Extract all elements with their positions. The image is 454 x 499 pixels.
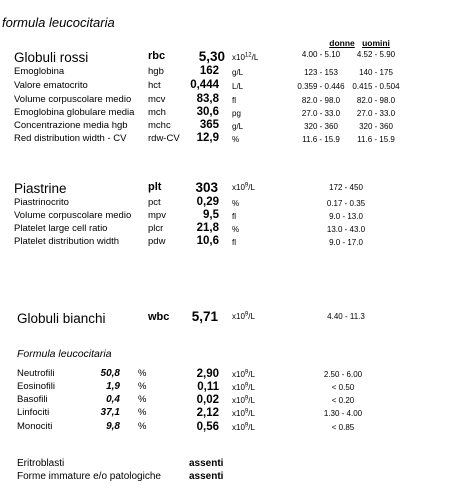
rbc-row-unit: fl — [232, 96, 236, 105]
plt-row-abbr: pct — [148, 197, 161, 208]
rbc-row-ref-women: 0.359 - 0.446 — [297, 82, 345, 91]
rbc-row-ref-men: 11.6 - 15.9 — [357, 135, 395, 144]
plt-row-ref: 13.0 - 43.0 — [326, 225, 366, 234]
rbc-row-label: Emoglobina — [14, 66, 65, 77]
plt-row-ref: 9.0 - 13.0 — [329, 212, 363, 221]
rbc-row-ref-women: 11.6 - 15.9 — [302, 135, 340, 144]
rbc-row-label: Valore ematocrito — [14, 80, 88, 91]
formula-row-ref: < 0.50 — [331, 383, 355, 392]
rbc-row-unit: g/L — [232, 68, 244, 77]
formula-row-percent: 50,8 — [100, 368, 120, 379]
plt-row-abbr: pdw — [148, 236, 166, 247]
wbc-ref: 4.40 - 11.3 — [327, 312, 365, 321]
plt-value: 303 — [195, 180, 218, 195]
ref-header-men: uomini — [362, 38, 390, 48]
plt-row-unit: fl — [232, 238, 236, 247]
rbc-row-value: 365 — [199, 119, 219, 131]
formula-row-percent: 0,4 — [106, 394, 120, 405]
rbc-row-unit: L/L — [232, 82, 244, 91]
formula-row-value: 0,02 — [196, 394, 219, 406]
rbc-row-abbr: mch — [148, 107, 166, 118]
rbc-ref-women: 4.00 - 5.10 — [301, 50, 341, 59]
formula-row-value: 2,90 — [196, 368, 219, 380]
formula-row-unit: $x10^9/L$ — [232, 369, 255, 379]
rbc-row-label: Emoglobina globulare media — [14, 107, 135, 118]
formula-row-label: Eosinofili — [17, 381, 56, 392]
rbc-unit: $x10^{12}/L$ — [232, 52, 259, 62]
plt-row-ref: 0.17 - 0.35 — [326, 199, 366, 208]
plt-row-value: 9,5 — [203, 209, 219, 221]
formula-row-percent: 9,8 — [106, 421, 120, 432]
formula-row-label: Basofili — [17, 394, 48, 405]
rbc-row-label: Red distribution width - CV — [14, 133, 127, 144]
rbc-row-abbr: mchc — [148, 120, 171, 131]
rbc-row-abbr: hct — [148, 80, 161, 91]
wbc-title: Globuli bianchi — [17, 311, 106, 326]
rbc-row-ref-women: 320 - 360 — [304, 122, 338, 131]
formula-row-percent-sign: % — [138, 368, 147, 379]
rbc-row-ref-men: 320 - 360 — [359, 122, 393, 131]
plt-row-value: 10,6 — [196, 235, 219, 247]
plt-abbr: plt — [148, 181, 162, 193]
other-row-value: assenti — [189, 471, 224, 482]
plt-row-ref: 9.0 - 17.0 — [329, 238, 363, 247]
plt-row-label: Platelet large cell ratio — [14, 223, 108, 234]
page-title: formula leucocitaria — [2, 15, 115, 30]
plt-title: Piastrine — [14, 181, 67, 196]
formula-row-value: 0,11 — [197, 381, 219, 393]
formula-row-value: 0,56 — [196, 421, 219, 433]
wbc-value: 5,71 — [191, 309, 218, 324]
plt-row-unit: fl — [232, 212, 236, 221]
rbc-row-ref-men: 140 - 175 — [359, 68, 393, 77]
rbc-row-ref-women: 82.0 - 98.0 — [301, 96, 341, 105]
formula-row-unit: $x10^9/L$ — [232, 382, 255, 392]
rbc-row-value: 162 — [199, 65, 219, 77]
other-row-value: assenti — [189, 458, 224, 469]
rbc-ref-men: 4.52 - 5.90 — [356, 50, 396, 59]
ref-header-women: donne — [329, 38, 355, 48]
formula-row-percent-sign: % — [138, 421, 147, 432]
rbc-row-value: 83,8 — [196, 93, 219, 105]
plt-row-value: 21,8 — [196, 222, 219, 234]
rbc-abbr: rbc — [148, 50, 166, 62]
formula-row-percent-sign: % — [138, 394, 147, 405]
plt-row-label: Volume corpuscolare medio — [14, 210, 132, 221]
formula-row-value: 2,12 — [196, 407, 219, 419]
formula-row-percent: 1,9 — [106, 381, 120, 392]
rbc-row-ref-men: 82.0 - 98.0 — [356, 96, 396, 105]
rbc-row-unit: % — [232, 135, 240, 144]
other-row-label: Forme immature e/o patologiche — [17, 471, 161, 482]
formula-row-percent-sign: % — [138, 381, 147, 392]
formula-row-unit: $x10^9/L$ — [232, 395, 255, 405]
formula-row-unit: $x10^9/L$ — [232, 422, 255, 432]
plt-unit: $x10^9/L$ — [232, 182, 255, 192]
rbc-row-ref-women: 123 - 153 — [304, 68, 338, 77]
plt-row-abbr: mpv — [148, 210, 166, 221]
formula-row-percent-sign: % — [138, 407, 147, 418]
formula-row-ref: 2.50 - 6.00 — [323, 370, 363, 379]
rbc-row-abbr: hgb — [148, 66, 164, 77]
rbc-value: 5,30 — [198, 49, 225, 64]
rbc-row-label: Concentrazione media hgb — [14, 120, 128, 131]
plt-row-value: 0,29 — [196, 196, 219, 208]
formula-row-ref: < 0.85 — [331, 423, 355, 432]
rbc-row-value: 12,9 — [196, 132, 219, 144]
rbc-row-abbr: mcv — [148, 94, 166, 105]
rbc-row-abbr: rdw-CV — [148, 133, 180, 144]
wbc-unit: $x10^9/L$ — [232, 311, 255, 321]
plt-row-label: Platelet distribution width — [14, 236, 120, 247]
other-row-label: Eritroblasti — [17, 458, 65, 469]
formula-row-label: Monociti — [17, 421, 53, 432]
rbc-row-unit: pg — [232, 109, 241, 118]
rbc-row-ref-women: 27.0 - 33.0 — [301, 109, 341, 118]
formula-row-percent: 37,1 — [100, 407, 120, 418]
rbc-row-value: 30,6 — [196, 106, 219, 118]
formula-row-ref: 1.30 - 4.00 — [323, 409, 363, 418]
rbc-row-ref-men: 27.0 - 33.0 — [356, 109, 396, 118]
formula-row-label: Linfociti — [17, 407, 50, 418]
plt-row-abbr: plcr — [148, 223, 164, 234]
rbc-row-ref-men: 0.415 - 0.504 — [352, 82, 400, 91]
rbc-row-label: Volume corpuscolare medio — [14, 94, 132, 105]
rbc-row-unit: g/L — [232, 122, 244, 131]
plt-row-unit: % — [232, 225, 240, 234]
formula-row-ref: < 0.20 — [331, 396, 355, 405]
plt-row-label: Piastrinocrito — [14, 197, 69, 208]
formula-title: Formula leucocitaria — [17, 348, 112, 360]
wbc-abbr: wbc — [148, 311, 170, 323]
formula-row-label: Neutrofili — [17, 368, 55, 379]
plt-row-unit: % — [232, 199, 240, 208]
plt-ref: 172 - 450 — [329, 183, 363, 192]
rbc-title: Globuli rossi — [14, 50, 89, 65]
rbc-row-value: 0,444 — [190, 79, 219, 91]
formula-row-unit: $x10^9/L$ — [232, 408, 255, 418]
